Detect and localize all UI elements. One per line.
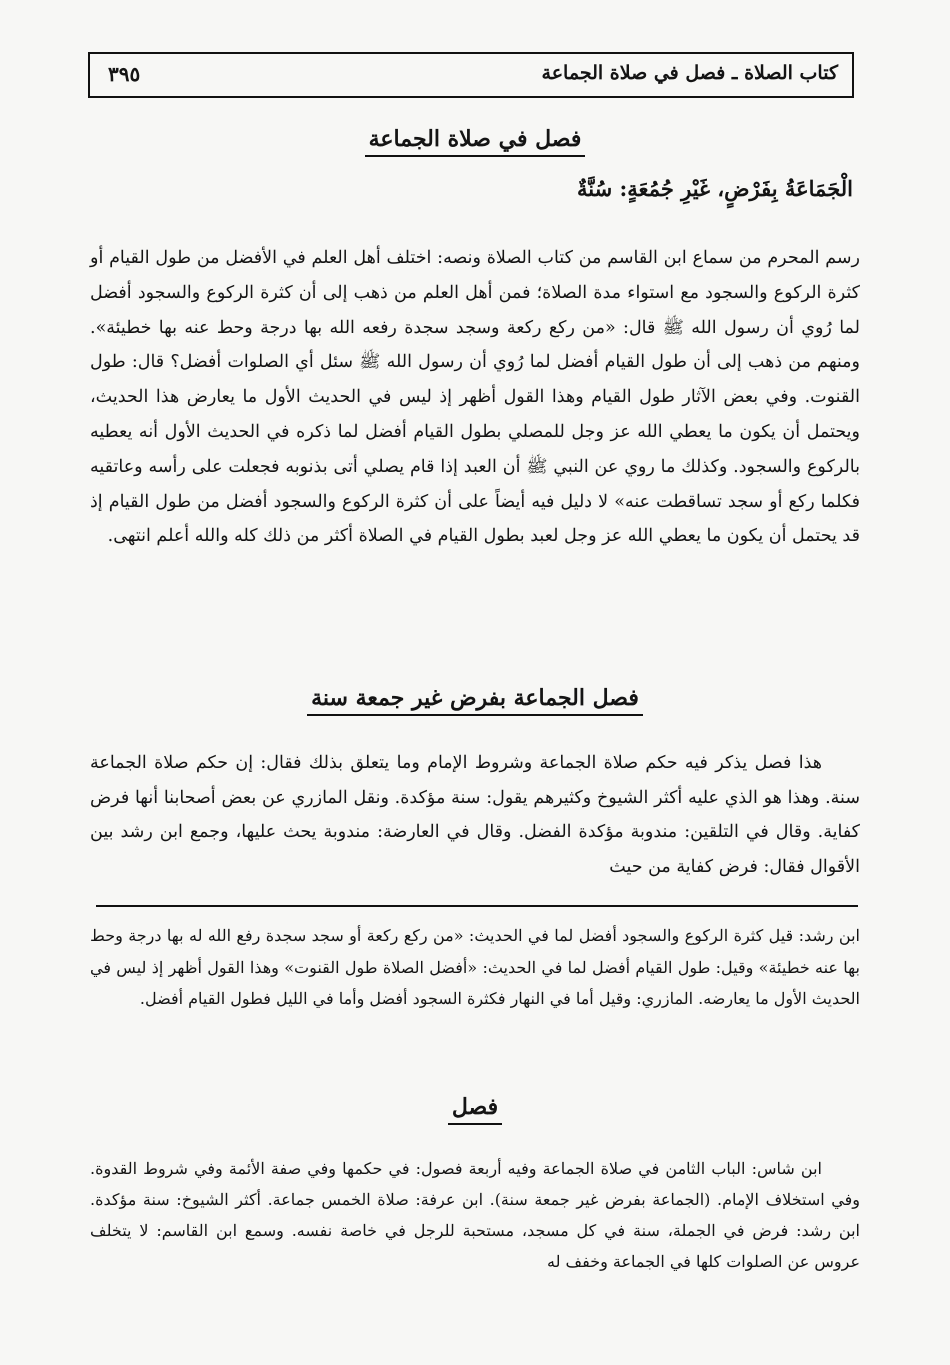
running-title: كتاب الصلاة ـ فصل في صلاة الجماعة	[541, 62, 838, 84]
commentary-paragraph-1-text: رسم المحرم من سماع ابن القاسم من كتاب الصلاة ونصه: اختلف أهل العلم في الأفضل من طول القيام أو كثرة الركوع والسجود مع استواء مدة الصلاة؛ فمن أهل العلم من ذهب إلى أن كثرة الركوع والسجود أفضل لما رُوي أن رسول الله ﷺ قال: «من ركع ركعة وسجد سجدة رفعه الله بها درجة وحط عنه بها خطيئة». ومنهم من ذهب إلى أن طول القيام أفضل لما رُوي أن رسول الله ﷺ سئل أي الصلوات أفضل؟ قال: طول القنوت. وفي بعض الآثار طول القيام وهذا القول أظهر إذ ليس في الحديث الأول ما يعارض هذا الحديث، ويحتمل أن يكون ما يعطي الله عز وجل للمصلي بطول القيام أفضل لما ذكره في الحديث الأول أنه يعطيه بالركوع والسجود. وكذلك ما روي عن النبي ﷺ أن العبد إذا قام يصلي أتى بذنوبه فجعلت على رأسه وعاتقيه فكلما ركع أو سجد تساقطت عنه» لا دليل فيه أيضاً على أن كثرة الركوع والسجود أفضل من طول القيام إذ قد يحتمل أن يكون ما يعطي الله عز وجل لعبد بطول القيام في الصلاة أكثر من ذلك كله والله أعلم انتهى.	[90, 248, 860, 547]
commentary-paragraph-3-text: ابن شاس: الباب الثامن في صلاة الجماعة وفيه أربعة فصول: في حكمها وفي صفة الأئمة وفي شروط القدوة. وفي استخلاف الإمام. (الجماعة بفرض غير جمعة سنة). ابن عرفة: صلاة الخمس جماعة. أكثر الشيوخ: سنة مؤكدة. ابن رشد: فرض في الجملة، سنة في كل مسجد، مستحبة للرجل في خاصة نفسه. وسمع ابن القاسم: لا يتخلف عروس عن الصلوات كلها في الجماعة وخفف له	[90, 1159, 861, 1271]
matn-line: الْجَمَاعَةُ بِفَرْضٍ، غَيْرِ جُمُعَةٍ: سُنَّةٌ	[577, 176, 853, 201]
section-heading-2-text: فصل الجماعة بفرض غير جمعة سنة	[307, 685, 643, 716]
section-heading-3-text: فصل	[448, 1094, 502, 1125]
commentary-paragraph-2	[90, 746, 860, 884]
section-heading-1-text: فصل في صلاة الجماعة	[365, 126, 586, 157]
page-header	[88, 52, 854, 98]
commentary-paragraph-3	[90, 1153, 860, 1277]
footnote-divider	[96, 905, 858, 907]
footnote-text: ابن رشد: قيل كثرة الركوع والسجود أفضل لما في الحديث: «من ركع ركعة أو سجد سجدة رفع الله له بها درجة وحط بها عنه خطيئة» وقيل: طول القيام أفضل لما في الحديث: «أفضل الصلاة طول القنوت» وهذا القول أظهر إذ ليس في الحديث الأول ما يعارضه. المازري: وقيل أما في النهار فكثرة السجود أفضل وأما في الليل فطول القيام أفضل.	[90, 926, 860, 1008]
commentary-paragraph-1	[90, 241, 860, 554]
commentary-paragraph-2-text: هذا فصل يذكر فيه حكم صلاة الجماعة وشروط الإمام وما يتعلق بذلك فقال: إن حكم صلاة الجماعة سنة. وهذا هو الذي عليه أكثر الشيوخ وكثيرهم يقول: سنة مؤكدة. ونقل المازري عن بعض أصحابنا أنها فرض كفاية. وقال في التلقين: مندوبة مؤكدة الفضل. وقال في العارضة: مندوبة يحث عليها، وجمع ابن رشد بين الأقوال فقال: فرض كفاية من حيث	[90, 753, 860, 877]
section-heading-2	[0, 685, 950, 716]
page-number: ٣٩٥	[108, 62, 141, 86]
section-heading-1	[0, 126, 950, 157]
footnote-block	[90, 920, 860, 1015]
section-heading-3	[0, 1094, 950, 1125]
